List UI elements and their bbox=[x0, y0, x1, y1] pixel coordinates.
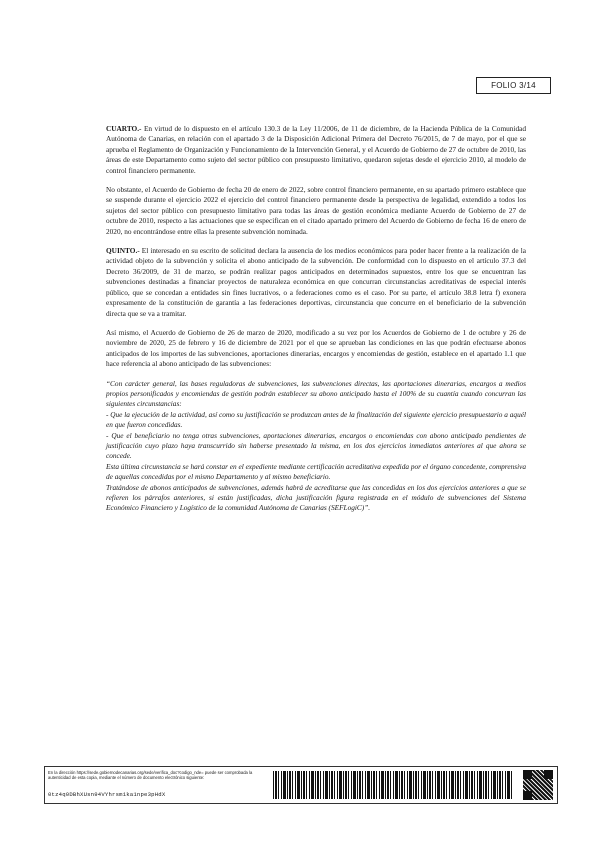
qr-code-icon bbox=[523, 770, 553, 800]
quote-line: - Que el beneficiario no tenga otras subvenciones, aportaciones dinerarias, encargos o encomiendas con abono anticipado pendientes de justificación cuyo plazo haya transcurrido sin haberse presentado la misma, en los dos ejercicios inmediatos anteriores al que ahora se concede. bbox=[106, 430, 526, 461]
document-code: 0tz4q0DBhXUsn94VYhrsm1ka1npe3pHdX bbox=[48, 791, 166, 798]
paragraph-no-obstante: No obstante, el Acuerdo de Gobierno de fecha 20 de enero de 2022, sobre control financiero permanente, en su apartado primero establece que se suspende durante el ejercicio 2022 el ejercicio del control financiero permanente desde la perspectiva de legalidad, extendido a todos los sujetos del sector público con presupuesto limitativo para todas las áreas de gestión económica mediante Acuerdo de Gobierno de 27 de octubre de 2010, respecto a las actuaciones que se especifican en el citado apartado primero del Acuerdo de Gobierno de fecha 16 de enero de 2020, no encontrándose entre ellas la presente subvención nominada. bbox=[106, 185, 526, 236]
text-quinto: El interesado en su escrito de solicitud declara la ausencia de los medios económicos para poder hacer frente a la realización de la actividad objeto de la subvención y solicita el abono anticipado de la subvención. De conformidad con lo dispuesto en el artículo 37.3 del Decreto 36/2009, de 31 de marzo, se podrán realizar pagos anticipados en determinados supuestos, entre los que se encuentran las subvenciones destinadas a financiar proyectos de naturaleza económica en que concurran circunstancias acreditativas de especial interés público, que se concedan a entidades sin fines lucrativos, o a federaciones como es el caso. Por su parte, el artículo 38.8 letra f) exonera expresamente de la constitución de garantía a las federaciones deportivas, circunstancia que concurre en el beneficiario de la subvención directa que se va a tramitar. bbox=[106, 246, 526, 318]
verification-text: En la dirección https://sede.gobiernodecanarias.org/sede/verifica_doc?codigo_nde= puede ser comprobada la autenticidad de esta copia, mediante el número de documento electrónico siguiente: bbox=[48, 770, 253, 781]
heading-quinto: QUINTO.- bbox=[106, 246, 140, 256]
quote-line: Esta última circunstancia se hará constar en el expediente mediante certificación acreditativa expedida por el órgano concedente, comprensiva de aquellas concedidas por el mismo Departamento y al mismo beneficiario. bbox=[106, 461, 526, 482]
verification-footer bbox=[44, 766, 558, 804]
paragraph-cuarto bbox=[106, 124, 526, 176]
paragraph-quinto bbox=[106, 246, 526, 319]
quote-line: Tratándose de abonos anticipados de subvenciones, además habrá de acreditarse que las concedidas en los dos ejercicios anteriores a que se refieren los párrafos anteriores, si están justificadas, dicha justificación figura registrada en el módulo de subvenciones del Sistema Económico Financiero y Logístico de la comunidad Autónoma de Canarias (SEFLogiC)”. bbox=[106, 482, 526, 513]
text-cuarto: En virtud de lo dispuesto en el artículo 130.3 de la Ley 11/2006, de 11 de diciembre, de la Hacienda Pública de la Comunidad Autónoma de Canarias, en relación con el apartado 3 de la Disposición Adicional Primera del Decreto 76/2015, de 7 de mayo, por el que se aprueba el Reglamento de Organización y Funcionamiento de la Intervención General, y el Acuerdo de Gobierno de 27 de octubre de 2010, las áreas de este Departamento como sujeto del sector público con presupuesto limitativo, quedaron sujetas desde el ejercicio 2010, al modelo de control financiero permanente. bbox=[106, 124, 526, 175]
quoted-regulation bbox=[106, 379, 526, 514]
quote-line: “Con carácter general, las bases reguladoras de subvenciones, las subvenciones directas, las aportaciones dinerarias, encargos a medios propios personificados y encomiendas de gestión podrán establecer su abono anticipado hasta el 100% de su cuantía cuando concurran las siguientes circunstancias: bbox=[106, 378, 526, 409]
folio-box: FOLIO 3/14 bbox=[476, 77, 551, 94]
paragraph-asi-mismo: Así mismo, el Acuerdo de Gobierno de 26 de marzo de 2020, modificado a su vez por los Acuerdos de Gobierno de 1 de octubre y 26 de noviembre de 2020, 25 de febrero y 16 de diciembre de 2021 por el que se aprueban las condiciones en las que podrán efectuarse abonos anticipados de los importes de las subvenciones, aportaciones dinerarias, encargos y encomiendas de gestión, establece en el apartado 1.1 que hace referencia al abono anticipado de las subvenciones: bbox=[106, 327, 526, 369]
barcode-image bbox=[273, 771, 513, 799]
heading-cuarto: CUARTO.- bbox=[106, 124, 142, 133]
quote-line: - Que la ejecución de la actividad, así como su justificación se produzcan antes de la finalización del siguiente ejercicio presupuestario a aquél en que fueron concedidas. bbox=[106, 409, 526, 430]
document-body bbox=[106, 124, 526, 514]
